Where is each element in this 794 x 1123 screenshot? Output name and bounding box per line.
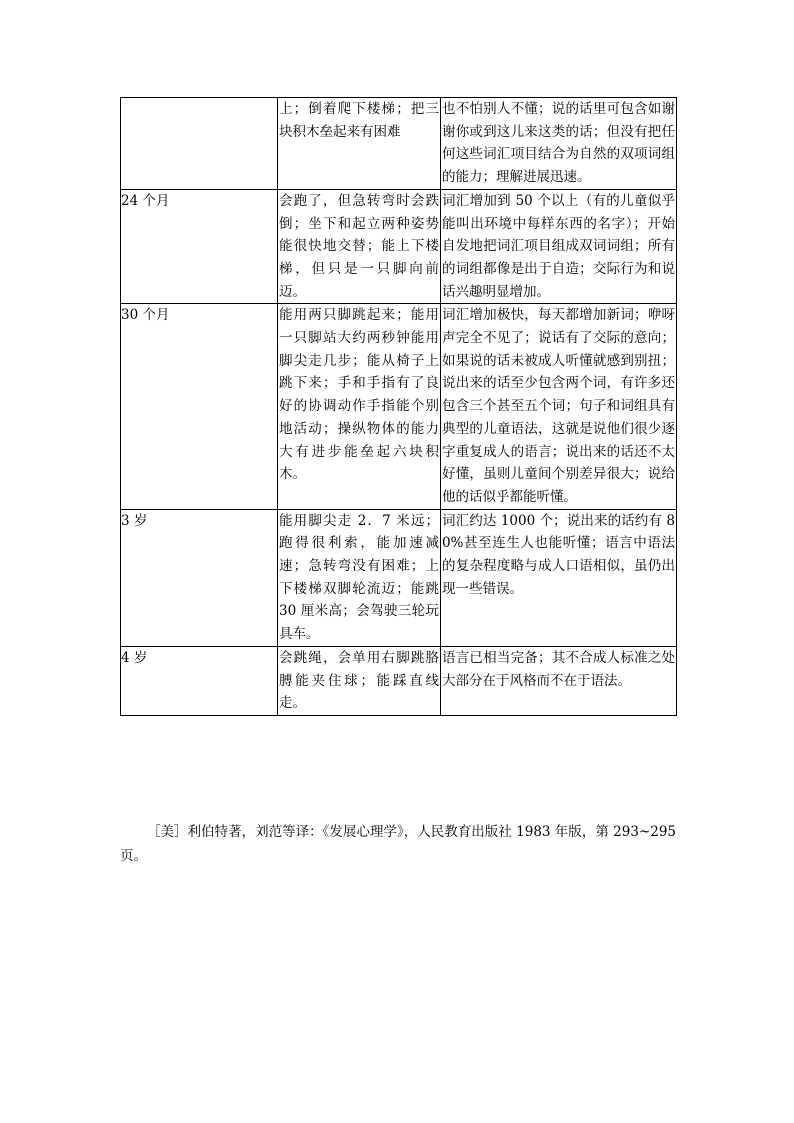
motor-cell: 上；倒着爬下楼梯；把三块积木垒起来有困难 bbox=[278, 98, 441, 190]
motor-cell: 会跑了，但急转弯时会跌倒；坐下和起立两种姿势能很快地交替；能上下楼梯，但只是一只脚向前迈。 bbox=[278, 189, 441, 304]
age-cell: 30 个月 bbox=[121, 304, 278, 509]
age-cell bbox=[121, 98, 278, 190]
motor-cell: 能用脚尖走 2．7 米远；跑得很利索，能加速减速；急转弯没有困难；上下楼梯双脚轮流迈；能跳 30 厘米高；会驾驶三轮玩具车。 bbox=[278, 509, 441, 646]
table-row bbox=[121, 646, 677, 715]
language-cell: 也不怕别人不懂；说的话里可包含如谢谢你或到这儿来这类的话；但没有把任何这些词汇项目结合为自然的双项词组的能力；理解进展迅速。 bbox=[441, 98, 677, 190]
development-table bbox=[120, 97, 677, 716]
language-cell: 词汇增加极快，每天都增加新词；咿呀声完全不见了；说话有了交际的意向；如果说的话未被成人听懂就感到别扭；说出来的话至少包含两个词，有许多还包含三个甚至五个词；句子和词组具有典型的儿童语法，这就是说他们很少逐字重复成人的语言；说出来的话还不太好懂，虽则儿童间个别差异很大；说给他的话似乎都能听懂。 bbox=[441, 304, 677, 509]
age-cell: 24 个月 bbox=[121, 189, 278, 304]
motor-cell: 能用两只脚跳起来；能用一只脚站大约两秒钟能用脚尖走几步；能从椅子上跳下来；手和手指有了良好的协调动作手指能个别地活动；操纵物体的能力大有进步能垒起六块积木。 bbox=[278, 304, 441, 509]
language-cell: 语言已相当完备；其不合成人标准之处大部分在于风格而不在于语法。 bbox=[441, 646, 677, 715]
table-row bbox=[121, 509, 677, 646]
language-cell: 词汇约达 1000 个；说出来的话约有 80%甚至连生人也能听懂；语言中语法的复杂程度略与成人口语相似，虽仍出现一些错误。 bbox=[441, 509, 677, 646]
language-cell: 词汇增加到 50 个以上（有的儿童似乎能叫出环境中每样东西的名字）；开始自发地把词汇项目组成双词词组；所有的词组都像是出于自造；交际行为和说话兴趣明显增加。 bbox=[441, 189, 677, 304]
table-row bbox=[121, 189, 677, 304]
table-row bbox=[121, 98, 677, 190]
age-cell: 4 岁 bbox=[121, 646, 278, 715]
table-row bbox=[121, 304, 677, 509]
age-cell: 3 岁 bbox=[121, 509, 278, 646]
citation-text: ［美］利伯特著，刘范等译：《发展心理学》，人民教育出版社 1983 年版，第 293~295 页。 bbox=[120, 823, 676, 864]
motor-cell: 会跳绳，会单用右脚跳胳膊能夹住球；能踩直线走。 bbox=[278, 646, 441, 715]
